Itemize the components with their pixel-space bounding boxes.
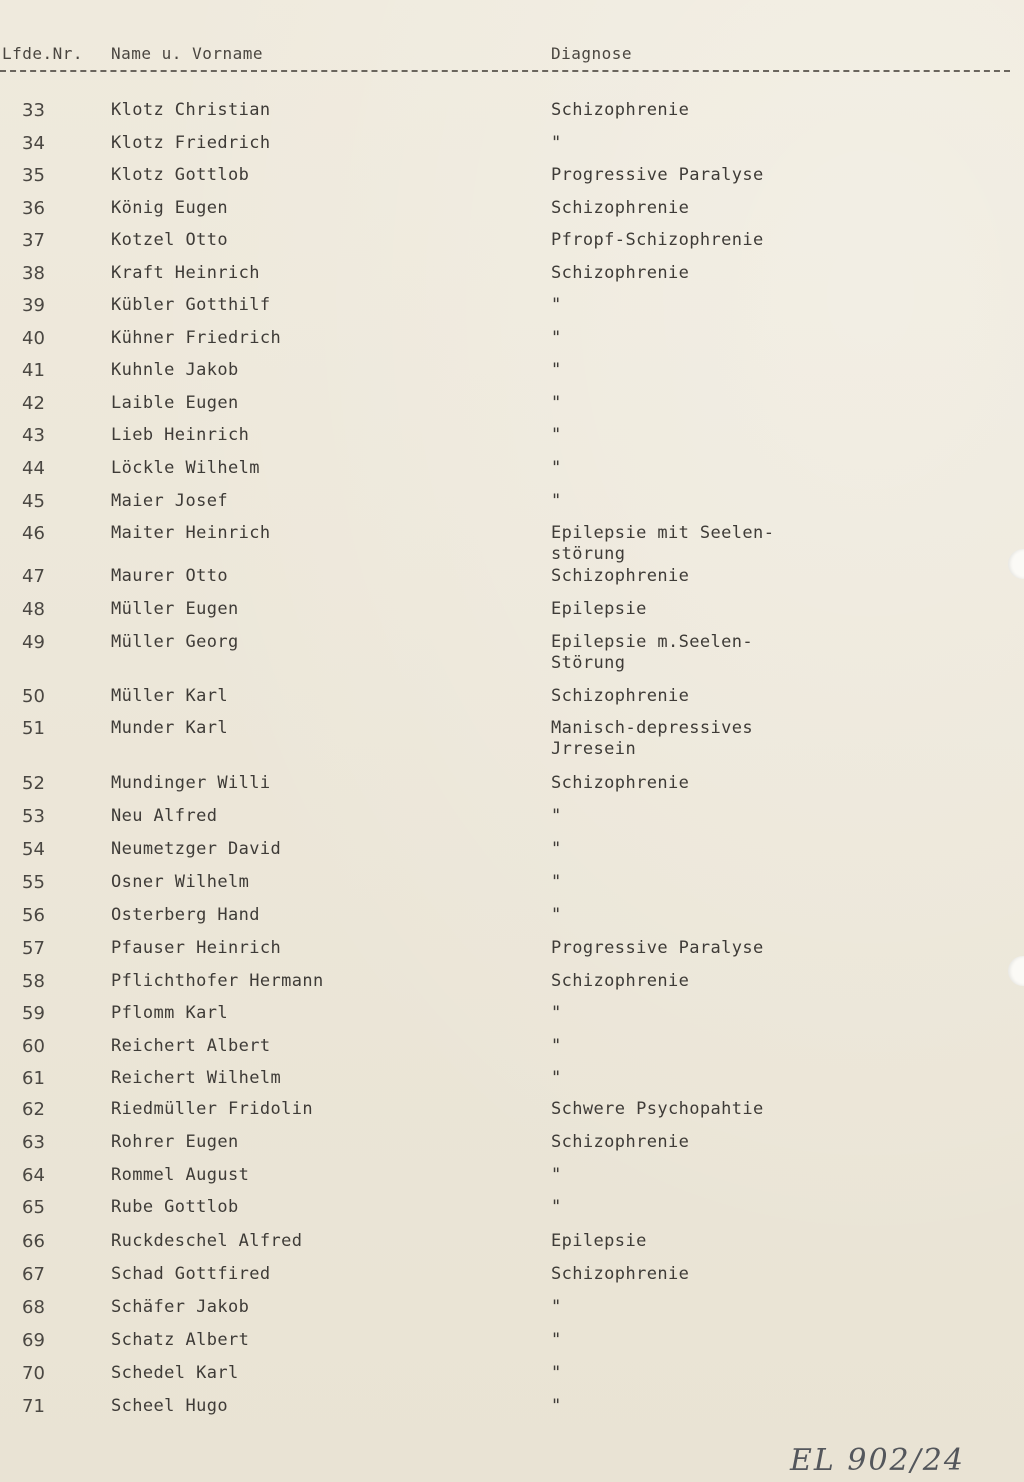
patient-name: Maier Josef xyxy=(111,491,228,511)
diagnosis: " xyxy=(551,328,562,348)
patient-name: Schatz Albert xyxy=(111,1330,250,1350)
patient-name: Kotzel Otto xyxy=(111,230,228,250)
punch-hole xyxy=(1008,956,1024,986)
row-number: 52 xyxy=(22,773,45,794)
diagnosis: " xyxy=(551,1003,562,1023)
patient-name: Pflichthofer Hermann xyxy=(111,971,324,991)
diagnosis: Epilepsie xyxy=(551,1231,647,1251)
row-number: 57 xyxy=(22,938,45,959)
row-number: 51 xyxy=(22,718,45,739)
row-number: 66 xyxy=(22,1231,45,1252)
diagnosis: Epilepsie m.Seelen- Störung xyxy=(551,632,754,673)
row-number: 68 xyxy=(22,1297,45,1318)
diagnosis: Epilepsie xyxy=(551,599,647,619)
row-number: 69 xyxy=(22,1330,45,1351)
patient-name: Kübler Gotthilf xyxy=(111,295,271,315)
diagnosis: Manisch-depressives Jrresein xyxy=(551,718,754,759)
row-number: 47 xyxy=(22,566,45,587)
diagnosis: " xyxy=(551,1165,562,1185)
diagnosis: Schizophrenie xyxy=(551,263,690,283)
row-number: 54 xyxy=(22,839,45,860)
row-number: 46 xyxy=(22,523,45,544)
row-number: 33 xyxy=(22,100,45,121)
row-number: 62 xyxy=(22,1099,45,1120)
row-number: 55 xyxy=(22,872,45,893)
diagnosis: Schizophrenie xyxy=(551,1264,690,1284)
diagnosis: " xyxy=(551,491,562,511)
patient-name: Laible Eugen xyxy=(111,393,239,413)
diagnosis: Progressive Paralyse xyxy=(551,165,764,185)
patient-name: Klotz Gottlob xyxy=(111,165,250,185)
diagnosis: Schizophrenie xyxy=(551,198,690,218)
row-number: 58 xyxy=(22,971,45,992)
row-number: 39 xyxy=(22,295,45,316)
patient-name: Müller Georg xyxy=(111,632,239,652)
row-number: 70 xyxy=(22,1363,45,1384)
diagnosis: " xyxy=(551,295,562,315)
row-number: 44 xyxy=(22,458,45,479)
patient-name: Klotz Friedrich xyxy=(111,133,271,153)
diagnosis: " xyxy=(551,1363,562,1383)
patient-name: Löckle Wilhelm xyxy=(111,458,260,478)
row-number: 38 xyxy=(22,263,45,284)
patient-name: Schad Gottfired xyxy=(111,1264,271,1284)
diagnosis: " xyxy=(551,1068,562,1088)
diagnosis: " xyxy=(551,905,562,925)
diagnosis: Schizophrenie xyxy=(551,971,690,991)
row-number: 60 xyxy=(22,1036,45,1057)
row-number: 64 xyxy=(22,1165,45,1186)
row-number: 43 xyxy=(22,425,45,446)
diagnosis: " xyxy=(551,458,562,478)
diagnosis: " xyxy=(551,133,562,153)
row-number: 61 xyxy=(22,1068,45,1089)
diagnosis: Schizophrenie xyxy=(551,773,690,793)
diagnosis: " xyxy=(551,872,562,892)
row-number: 56 xyxy=(22,905,45,926)
row-number: 67 xyxy=(22,1264,45,1285)
punch-hole xyxy=(1008,549,1024,579)
patient-name: Kraft Heinrich xyxy=(111,263,260,283)
diagnosis: " xyxy=(551,425,562,445)
patient-name: Mundinger Willi xyxy=(111,773,271,793)
diagnosis: " xyxy=(551,806,562,826)
patient-name: Schedel Karl xyxy=(111,1363,239,1383)
patient-name: Schäfer Jakob xyxy=(111,1297,250,1317)
patient-name: Pfauser Heinrich xyxy=(111,938,282,958)
patient-name: Neu Alfred xyxy=(111,806,218,826)
row-number: 35 xyxy=(22,165,45,186)
row-number: 37 xyxy=(22,230,45,251)
patient-name: Rohrer Eugen xyxy=(111,1132,239,1152)
row-number: 59 xyxy=(22,1003,45,1024)
diagnosis: Pfropf-Schizophrenie xyxy=(551,230,764,250)
diagnosis: " xyxy=(551,393,562,413)
archive-signature: EL 902/24 xyxy=(790,1443,965,1478)
diagnosis: Progressive Paralyse xyxy=(551,938,764,958)
patient-name: Pflomm Karl xyxy=(111,1003,228,1023)
patient-name: Maiter Heinrich xyxy=(111,523,271,543)
row-number: 36 xyxy=(22,198,45,219)
patient-name: Rube Gottlob xyxy=(111,1197,239,1217)
diagnosis: Epilepsie mit Seelen- störung xyxy=(551,523,775,564)
row-number: 41 xyxy=(22,360,45,381)
row-number: 42 xyxy=(22,393,45,414)
diagnosis: " xyxy=(551,839,562,859)
patient-name: Maurer Otto xyxy=(111,566,228,586)
diagnosis: " xyxy=(551,1330,562,1350)
row-number: 63 xyxy=(22,1132,45,1153)
patient-name: Müller Eugen xyxy=(111,599,239,619)
row-number: 53 xyxy=(22,806,45,827)
patient-name: Klotz Christian xyxy=(111,100,271,120)
diagnosis: Schizophrenie xyxy=(551,686,690,706)
patient-name: König Eugen xyxy=(111,198,228,218)
patient-name: Kühner Friedrich xyxy=(111,328,282,348)
diagnosis: Schizophrenie xyxy=(551,100,690,120)
diagnosis: " xyxy=(551,1396,562,1416)
patient-name: Scheel Hugo xyxy=(111,1396,228,1416)
diagnosis: " xyxy=(551,360,562,380)
patient-name: Munder Karl xyxy=(111,718,228,738)
row-number: 49 xyxy=(22,632,45,653)
patient-name: Kuhnle Jakob xyxy=(111,360,239,380)
row-number: 45 xyxy=(22,491,45,512)
patient-name: Riedmüller Fridolin xyxy=(111,1099,314,1119)
diagnosis: " xyxy=(551,1036,562,1056)
header-name: Name u. Vorname xyxy=(111,44,263,63)
patient-name: Rommel August xyxy=(111,1165,250,1185)
patient-name: Lieb Heinrich xyxy=(111,425,250,445)
diagnosis: " xyxy=(551,1197,562,1217)
header-divider xyxy=(0,70,1010,72)
diagnosis: " xyxy=(551,1297,562,1317)
patient-name: Osner Wilhelm xyxy=(111,872,250,892)
patient-name: Reichert Wilhelm xyxy=(111,1068,282,1088)
diagnosis: Schizophrenie xyxy=(551,1132,690,1152)
row-number: 48 xyxy=(22,599,45,620)
header-nr: Lfde.Nr. xyxy=(2,44,84,63)
patient-name: Müller Karl xyxy=(111,686,228,706)
row-number: 50 xyxy=(22,686,45,707)
row-number: 34 xyxy=(22,133,45,154)
patient-name: Reichert Albert xyxy=(111,1036,271,1056)
patient-name: Ruckdeschel Alfred xyxy=(111,1231,303,1251)
diagnosis: Schwere Psychopahtie xyxy=(551,1099,764,1119)
patient-name: Osterberg Hand xyxy=(111,905,260,925)
row-number: 71 xyxy=(22,1396,45,1417)
diagnosis: Schizophrenie xyxy=(551,566,690,586)
row-number: 65 xyxy=(22,1197,45,1218)
header-diagnosis: Diagnose xyxy=(551,44,633,63)
row-number: 40 xyxy=(22,328,45,349)
patient-name: Neumetzger David xyxy=(111,839,282,859)
